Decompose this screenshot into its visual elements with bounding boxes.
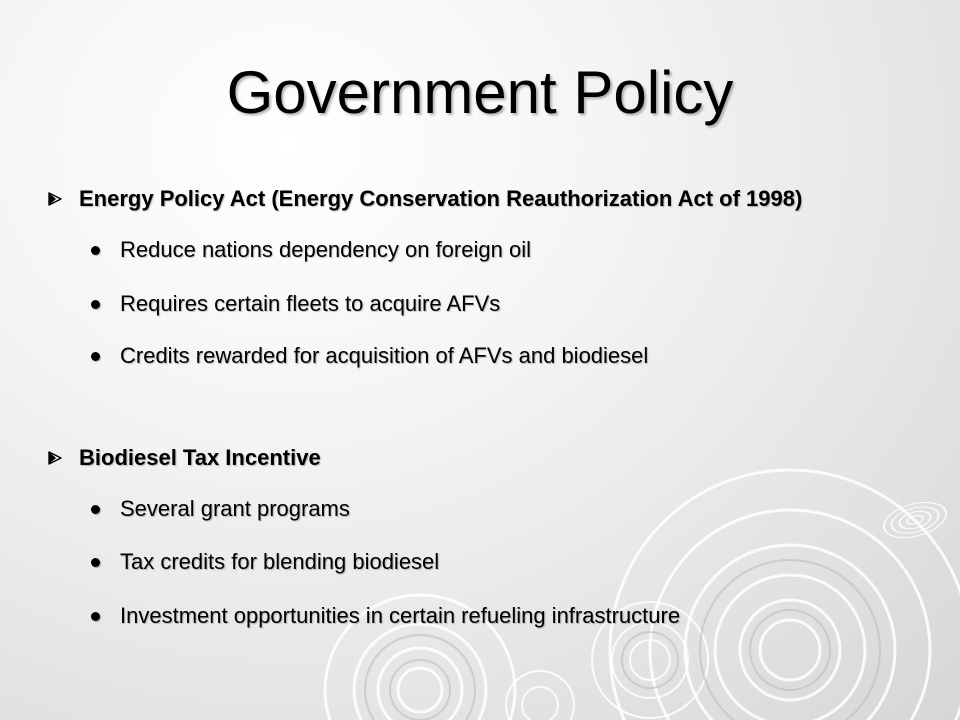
bullet-item: Investment opportunities in certain refueling infrastructure	[120, 603, 681, 628]
round-bullet-icon	[91, 300, 100, 309]
section-heading-energy-policy-act: Energy Policy Act (Energy Conservation Reauthorization Act of 1998)	[79, 186, 803, 211]
bullet-item: Reduce nations dependency on foreign oil	[120, 237, 531, 262]
round-bullet-icon	[91, 612, 100, 621]
arrow-bullet-icon	[48, 192, 62, 206]
bullet-item: Credits rewarded for acquisition of AFVs and biodiesel	[120, 343, 649, 368]
round-bullet-icon	[91, 246, 100, 255]
round-bullet-icon	[91, 505, 100, 514]
arrow-bullet-icon	[48, 451, 62, 465]
bullet-item: Several grant programs	[120, 496, 350, 521]
slide-title: Government Policy	[226, 59, 734, 126]
bullet-item: Tax credits for blending biodiesel	[120, 549, 440, 574]
section-heading-biodiesel-tax-incentive: Biodiesel Tax Incentive	[79, 445, 321, 470]
round-bullet-icon	[91, 558, 100, 567]
round-bullet-icon	[91, 352, 100, 361]
bullet-item: Requires certain fleets to acquire AFVs	[120, 291, 501, 316]
